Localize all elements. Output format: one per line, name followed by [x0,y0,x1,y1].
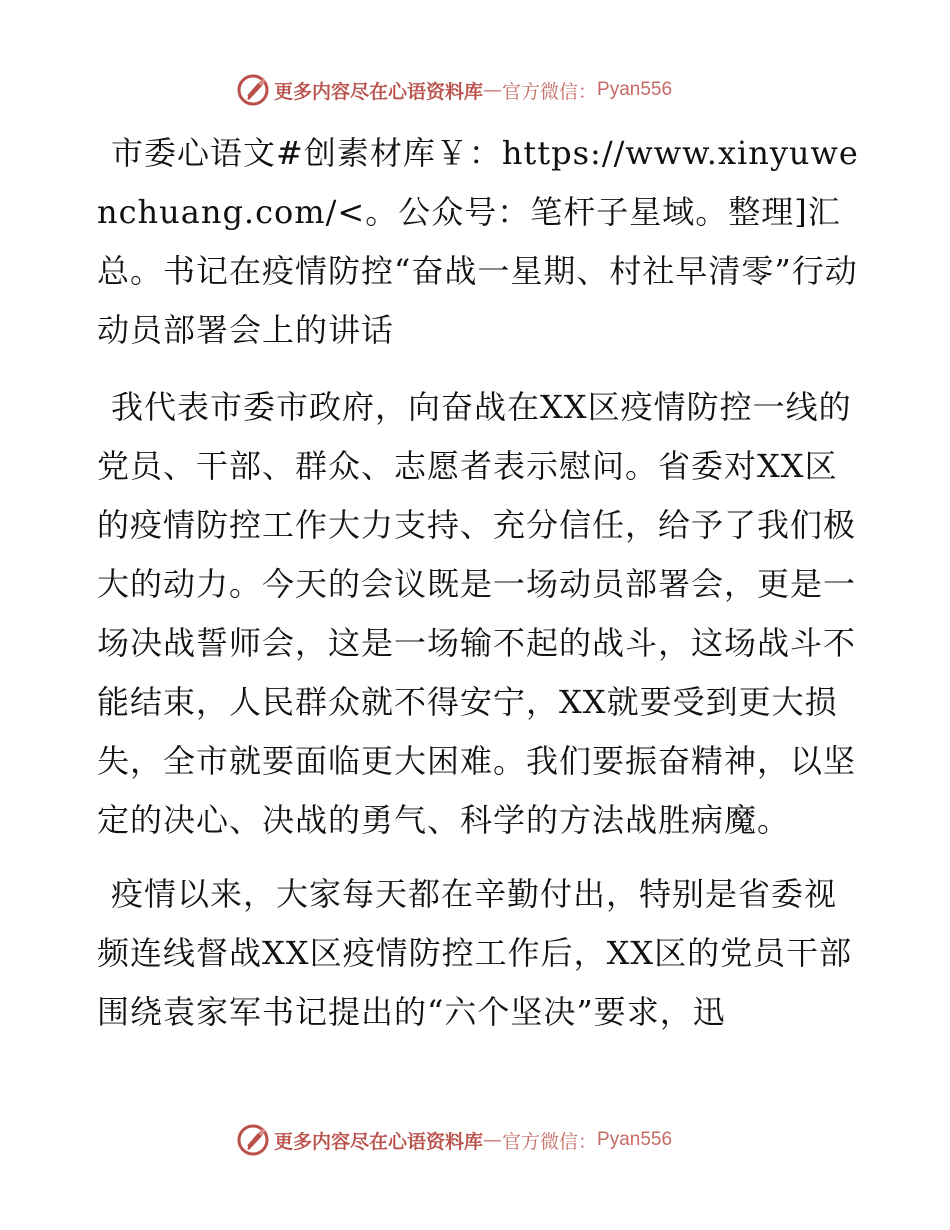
header-watermark-banner [236,72,796,108]
banner-separator: — [483,79,503,101]
document-body [97,124,867,1042]
banner-main-text: 更多内容尽在心语资料库 [274,1130,484,1153]
banner-wechat-label: 官方微信： [502,1130,598,1153]
quill-pen-logo-icon [236,1123,270,1157]
banner-wechat-handle: Pyan556 [597,79,673,100]
paragraph-2 [97,865,867,1042]
document-title [97,124,867,360]
paragraph-2-text: 疫情以来，大家每天都在辛勤付出，特别是省委视频连线督战XX区疫情防控工作后，XX区的党员干部围绕袁家军书记提出的“六个坚决”要求，迅 [97,875,853,1031]
banner-wechat-handle: Pyan556 [597,1129,673,1150]
footer-watermark-banner [236,1122,796,1158]
paragraph-1-text: 我代表市委市政府，向奋战在XX区疫情防控一线的党员、干部、群众、志愿者表示慰问。省委对XX区的疫情防控工作大力支持、充分信任，给予了我们极大的动力。今天的会议既是一场动员部署会，更是一场决战誓师会，这是一场输不起的战斗，这场战斗不能结束，人民群众就不得安宁，XX就要受到更大损失，全市就要面临更大困难。我们要振奋精神，以坚定的决心、决战的勇气、科学的方法战胜病魔。 [97,388,857,839]
quill-pen-logo-icon [236,73,270,107]
document-title-text: 市委心语文#创素材库￥：https://www.xinyuwenchuang.com/<。公众号：笔杆子星域。整理]汇总。书记在疫情防控“奋战一星期、村社早清零”行动动员部署会上的讲话 [97,134,859,349]
banner-separator: — [483,1129,503,1151]
paragraph-1 [97,378,867,850]
banner-wechat-label: 官方微信： [502,80,598,103]
banner-main-text: 更多内容尽在心语资料库 [274,80,484,103]
